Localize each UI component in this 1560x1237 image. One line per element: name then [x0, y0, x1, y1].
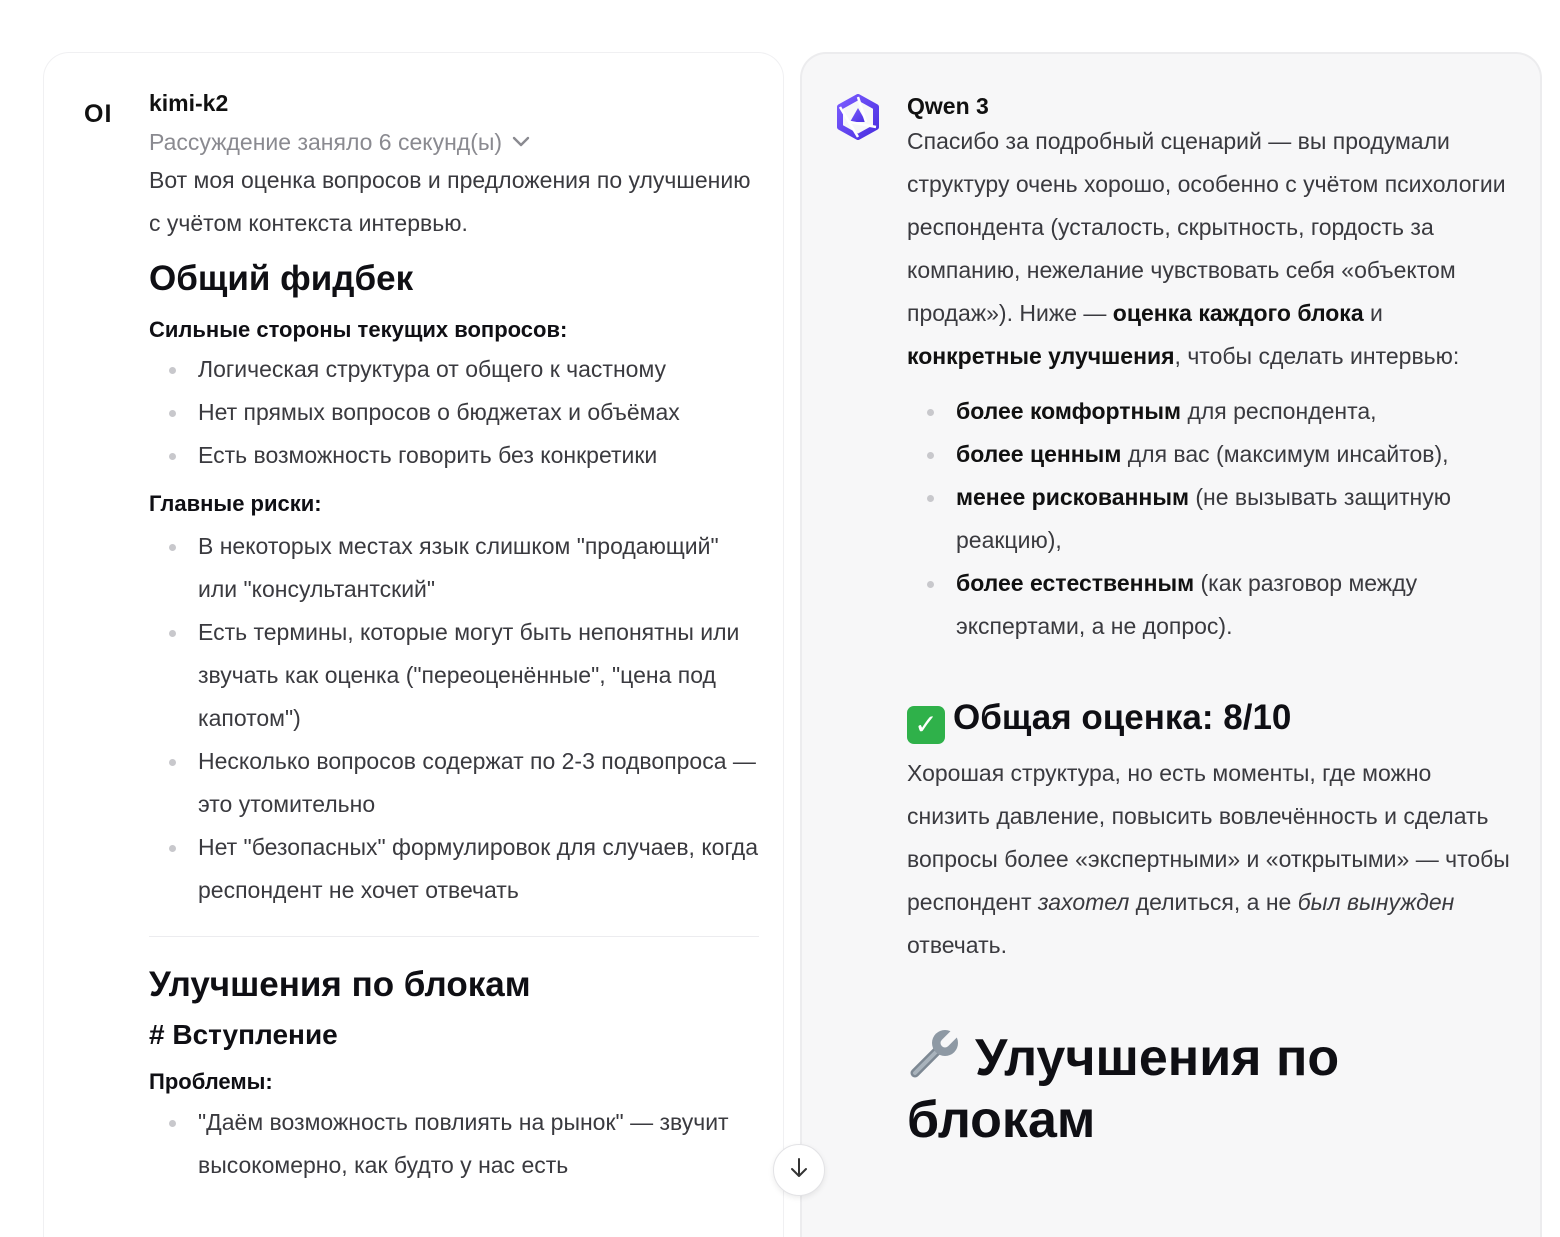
goal-rest: для вас (максимум инсайтов), [1121, 441, 1449, 467]
intro-part: и [1363, 300, 1383, 326]
wrench-icon [907, 1023, 965, 1081]
kimi-response-content [149, 89, 759, 1187]
goal-bold: более естественным [956, 570, 1195, 596]
model-name: Qwen 3 [907, 93, 989, 119]
intro-text [907, 120, 1512, 378]
blocks-heading-text: Улучшения по блокам [907, 1029, 1340, 1149]
risks-title: Главные риски: [149, 491, 322, 516]
score-part: Хорошая структура, но есть моменты, где можно снизить давление, повысить вовлечённость и сделать вопросы более «экспертными» и «открытыми» — чтобы респондент [907, 760, 1510, 915]
list-item: Нет прямых вопросов о бюджетах и объёмах [149, 391, 759, 434]
model-name: kimi-k2 [149, 90, 229, 116]
score-italic: был вынужден [1297, 889, 1455, 915]
goal-bold: менее рискованным [956, 484, 1189, 510]
list-item [907, 433, 1512, 476]
goals-list [907, 390, 1512, 648]
list-item: В некоторых местах язык слишком "продающий" или "консультантский" [149, 525, 759, 611]
arrow-down-icon [788, 1156, 810, 1185]
list-item [907, 390, 1512, 433]
chevron-down-icon [512, 127, 530, 157]
kimi-avatar: OI [84, 100, 113, 128]
intro-part: Спасибо за подробный сценарий — вы продумали структуру очень хорошо, особенно с учётом психологии респондента (усталость, скрытность, гордость за компанию, нежелание чувствовать себя «объектом продаж»). Ниже — [907, 128, 1506, 326]
list-item: Есть возможность говорить без конкретики [149, 434, 759, 477]
list-item: "Даём возможность повлиять на рынок" — звучит высокомерно, как будто у нас есть [149, 1101, 759, 1187]
divider [149, 936, 759, 937]
heading-feedback: Общий фидбек [149, 259, 414, 298]
list-item: Нет "безопасных" формулировок для случаев, когда респондент не хочет отвечать [149, 826, 759, 912]
check-mark-icon: ✓ [907, 706, 945, 744]
score-heading [907, 696, 1512, 744]
score-italic: захотел [1037, 889, 1130, 915]
goal-rest: для респондента, [1181, 398, 1377, 424]
qwen-response-panel [800, 52, 1542, 1237]
score-part: делиться, а не [1129, 889, 1298, 915]
problems-title: Проблемы: [149, 1069, 273, 1094]
intro-part: , чтобы сделать интервью: [1174, 343, 1460, 369]
risks-list [149, 525, 759, 912]
intro-text: Вот моя оценка вопросов и предложения по улучшению с учётом контекста интервью. [149, 167, 751, 236]
heading-intro: # Вступление [149, 1019, 338, 1050]
goal-bold: более ценным [956, 441, 1122, 467]
scroll-down-button[interactable] [773, 1144, 825, 1196]
list-item [907, 476, 1512, 562]
list-item: Есть термины, которые могут быть непонятны или звучать как оценка ("переоценённые", "цена под капотом") [149, 611, 759, 740]
intro-bold: конкретные улучшения [907, 343, 1175, 369]
goal-rest: (как разговор между экспертами, а не допрос). [956, 570, 1418, 639]
goal-bold: более комфортным [956, 398, 1182, 424]
list-item [907, 562, 1512, 648]
kimi-response-panel [43, 52, 784, 1237]
qwen-logo-icon [835, 94, 881, 140]
thinking-label: Рассуждение заняло 6 секунд(ы) [149, 129, 503, 155]
intro-bold: оценка каждого блока [1112, 300, 1364, 326]
strengths-list [149, 348, 759, 477]
qwen-response-content [907, 90, 1512, 1151]
goal-rest: (не вызывать защитную реакцию), [956, 484, 1451, 553]
strengths-title: Сильные стороны текущих вопросов: [149, 317, 568, 342]
list-item: Несколько вопросов содержат по 2-3 подвопроса — это утомительно [149, 740, 759, 826]
list-item: Логическая структура от общего к частному [149, 348, 759, 391]
problems-list [149, 1101, 759, 1187]
thinking-toggle[interactable] [149, 127, 759, 157]
score-part: отвечать. [907, 932, 1007, 958]
heading-blocks: Улучшения по блокам [149, 965, 531, 1004]
score-heading-text: Общая оценка: 8/10 [953, 698, 1292, 737]
blocks-heading [907, 1023, 1512, 1151]
score-text [907, 752, 1512, 967]
